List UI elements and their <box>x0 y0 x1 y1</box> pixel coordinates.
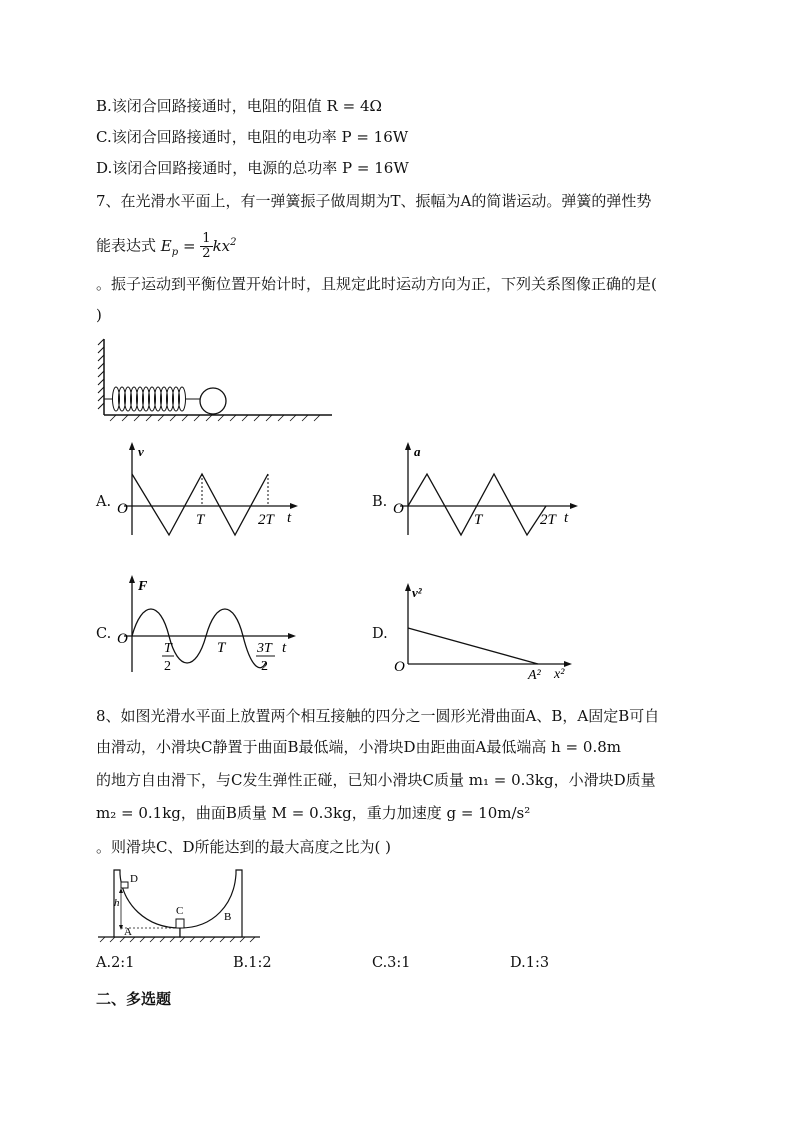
q7-option-a-label: A. <box>96 494 112 510</box>
oscillator-ball <box>200 388 226 414</box>
spring-oscillator-figure <box>96 335 336 425</box>
q7-stem-line2 <box>96 232 237 263</box>
graph-b-acceleration-time <box>388 440 588 540</box>
q6-option-d: D.该闭合回路接通时，电源的总功率 P = 16W <box>96 159 409 177</box>
label-b: B <box>224 911 232 923</box>
spring-coil <box>113 387 186 411</box>
q6-option-b: B.该闭合回路接通时，电阻的阻值 R = 4Ω <box>96 97 382 115</box>
graph-a-velocity-time <box>112 440 302 540</box>
q6-option-c: C.该闭合回路接通时，电阻的电功率 P = 16W <box>96 128 409 146</box>
graph-b-x-label: t <box>564 510 569 526</box>
q8-option-d: D.1:3 <box>510 955 550 971</box>
formula-subscript: p <box>171 246 179 258</box>
graph-c-tick-3t-den: 2 <box>261 659 268 674</box>
q7-stem-line4: ) <box>96 306 102 324</box>
q8-stem-line1: 8、如图光滑水平面上放置两个相互接触的四分之一圆形光滑曲面A、B，A固定B可自 <box>96 707 660 725</box>
section-title-multiple-choice: 二、多选题 <box>96 990 172 1008</box>
q8-option-c: C.3:1 <box>372 955 411 971</box>
graph-b-origin: O <box>393 501 404 517</box>
graph-d-vsquared-xsquared <box>388 580 588 685</box>
graph-c-force-time <box>112 572 302 682</box>
graph-d-origin: O <box>394 659 405 675</box>
graph-c-origin: O <box>117 631 128 647</box>
q7-formula-prefix: 能表达式 <box>96 236 157 255</box>
q8-stem-line4: m₂ = 0.1kg，曲面B质量 M = 0.3kg，重力加速度 g = 10m/s² <box>96 804 531 822</box>
surface-b <box>180 870 242 937</box>
label-h: h <box>114 897 120 909</box>
graph-d-line <box>408 628 538 664</box>
q7-stem-line1: 7、在光滑水平面上，有一弹簧振子做周期为T、振幅为A的简谐运动。弹簧的弹性势 <box>96 192 652 210</box>
block-c <box>176 919 184 928</box>
graph-c-curve <box>132 609 266 668</box>
curved-surfaces-figure <box>96 864 266 944</box>
energy-formula: $E_p$ = $\frac{1}{2}$ $kx^2$ <box>160 231 237 261</box>
graph-c-y-label: F <box>138 579 148 594</box>
q8-stem-line2: 由滑动，小滑块C静置于曲面B最低端，小滑块D由距曲面A最低端高 h = 0.8m <box>96 738 621 756</box>
graph-c-tick-half-t-den: 2 <box>164 659 171 674</box>
label-d: D <box>130 873 138 885</box>
graph-d-x-label: x² <box>554 667 565 682</box>
q8-stem-line5: 。则滑块C、D所能达到的最大高度之比为( ) <box>96 838 391 856</box>
graph-d-tick-a2: A² <box>528 668 541 683</box>
graph-a-tick-2t: 2T <box>258 512 274 528</box>
block-d <box>121 882 128 888</box>
formula-symbol-e: E <box>160 236 172 255</box>
formula-tail: kx <box>212 236 231 255</box>
label-c: C <box>176 905 184 917</box>
q8-option-a: A.2:1 <box>96 955 135 971</box>
graph-b-tick-t: T <box>474 512 483 528</box>
graph-c-tick-t: T <box>217 640 226 656</box>
formula-denominator: 2 <box>202 246 211 261</box>
graph-c-tick-3t-num: 3T <box>257 641 272 656</box>
graph-b-tick-2t: 2T <box>540 512 556 528</box>
graph-a-tick-t: T <box>196 512 205 528</box>
graph-c-x-label: t <box>282 640 287 656</box>
label-a: A <box>124 926 132 938</box>
q8-stem-line3: 的地方自由滑下，与C发生弹性正碰，已知小滑块C质量 m₁ = 0.3kg，小滑块D质量 <box>96 771 656 789</box>
graph-a-y-label: v <box>138 444 144 459</box>
graph-a-origin: O <box>117 501 128 517</box>
graph-d-y-label: v² <box>412 585 422 600</box>
q8-option-b: B.1:2 <box>233 955 272 971</box>
q7-option-d-label: D. <box>372 626 388 642</box>
graph-c-tick-half-t-num: T <box>164 641 172 656</box>
q7-option-b-label: B. <box>372 494 388 510</box>
formula-numerator: 1 <box>202 231 211 246</box>
q7-stem-line3: 。振子运动到平衡位置开始计时，且规定此时运动方向为正，下列关系图像正确的是( <box>96 275 657 293</box>
graph-a-x-label: t <box>287 510 292 526</box>
formula-superscript: 2 <box>230 236 237 248</box>
q7-option-c-label: C. <box>96 626 112 642</box>
graph-b-y-label: a <box>414 444 421 459</box>
